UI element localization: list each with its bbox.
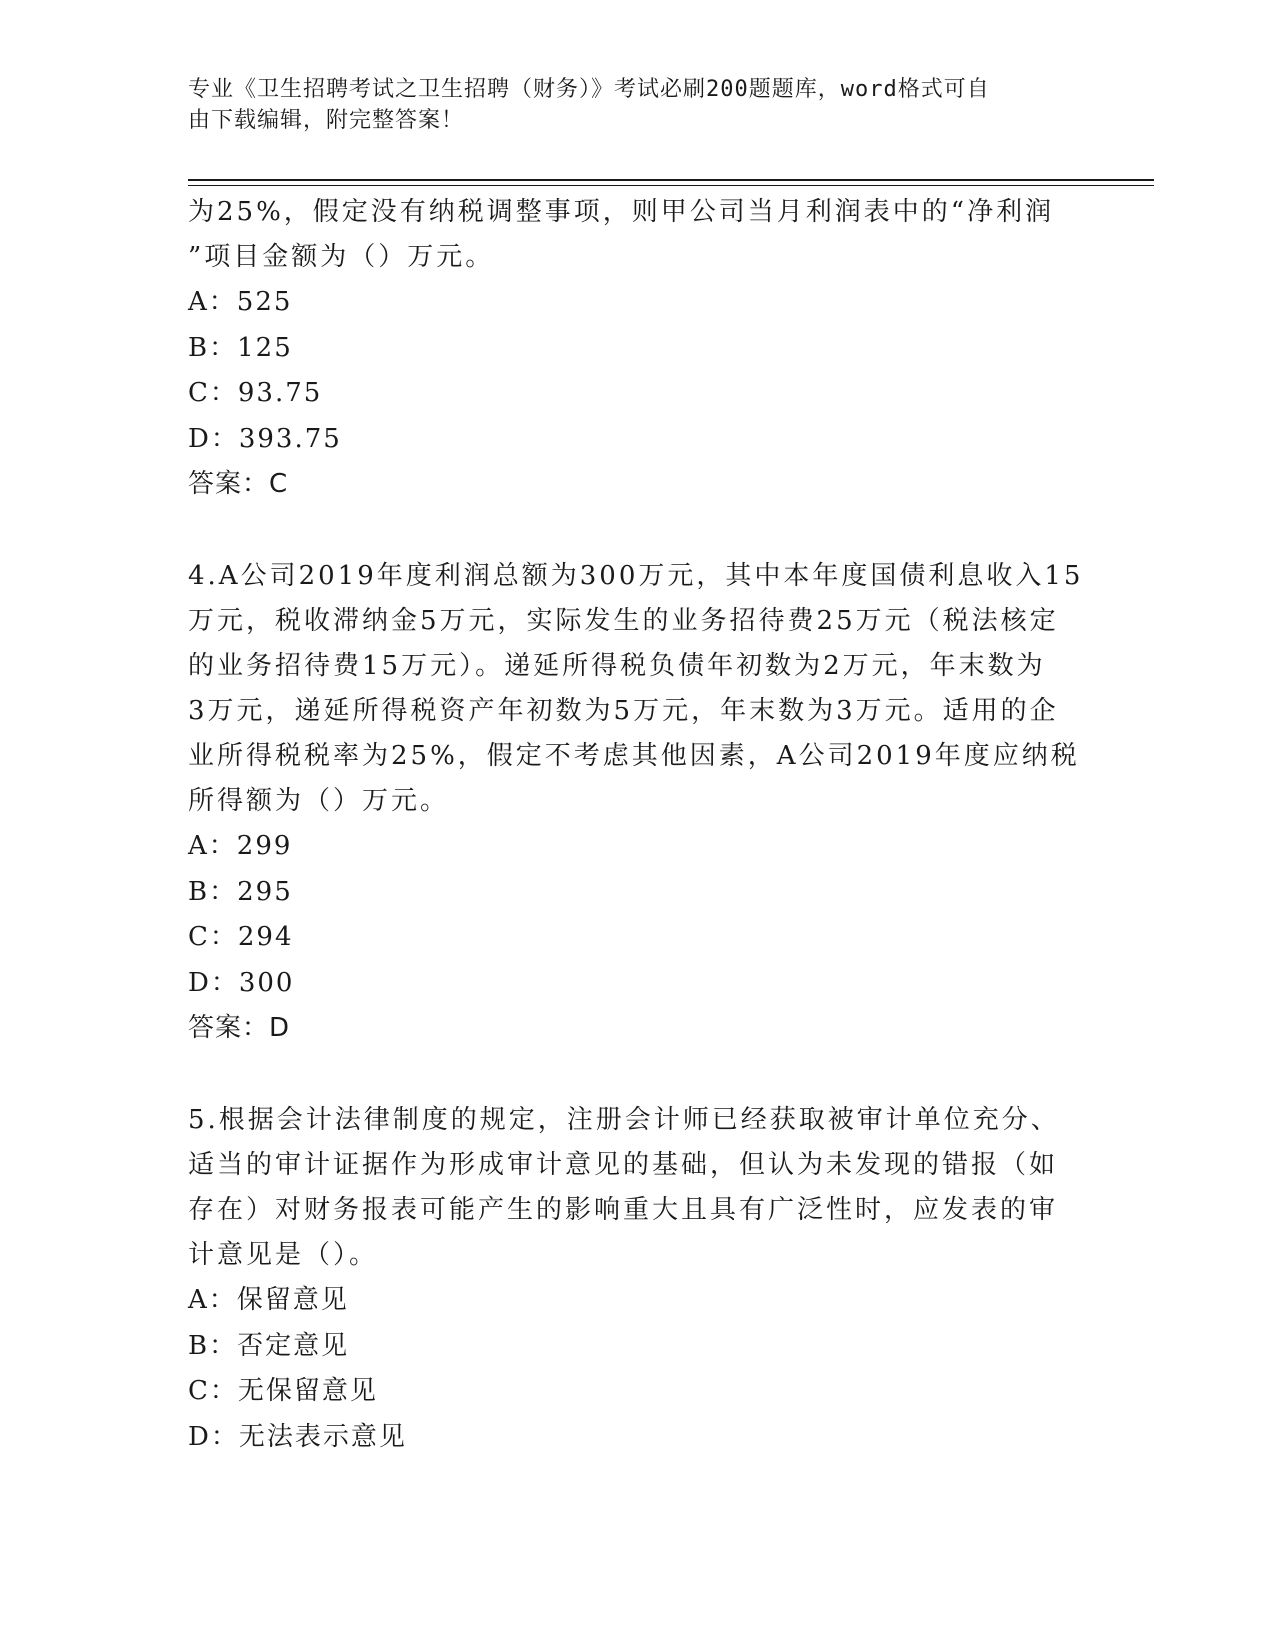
question-4-option-a: A：299	[188, 831, 293, 861]
question-5-text-line: 5.根据会计法律制度的规定，注册会计师已经获取被审计单位充分、	[188, 1105, 1060, 1135]
question-4-text-line: 4.A公司2019年度利润总额为300万元，其中本年度国债利息收入15	[188, 561, 1084, 591]
question-5-option-b: B：否定意见	[188, 1330, 350, 1361]
header-line-1: 专业《卫生招聘考试之卫生招聘（财务）》考试必刷200题题库，word格式可自	[188, 77, 990, 102]
question-3-text-line: 为25%，假定没有纳税调整事项，则甲公司当月利润表中的“净利润	[188, 197, 1055, 227]
question-3-answer: 答案：C	[188, 469, 289, 499]
question-5-option-d: D：无法表示意见	[188, 1421, 407, 1452]
question-4	[188, 554, 1088, 1050]
question-4-text-line: 的业务招待费15万元）。递延所得税负债年初数为2万元，年末数为	[188, 651, 1046, 681]
question-3-option-c: C：93.75	[188, 378, 323, 408]
question-4-option-d: D：300	[188, 967, 295, 998]
question-4-option-c: C：294	[188, 922, 294, 952]
question-3-option-a: A：525	[188, 287, 293, 317]
question-4-text-line: 业所得税税率为25%，假定不考虑其他因素，A公司2019年度应纳税	[188, 741, 1080, 771]
question-5-text-line: 计意见是（）。	[188, 1240, 379, 1270]
question-5-text-line: 适当的审计证据作为形成审计意见的基础，但认为未发现的错报（如	[188, 1150, 1059, 1180]
question-4-text-line: 所得额为（）万元。	[188, 786, 450, 816]
question-4-answer: 答案：D	[188, 1013, 291, 1043]
spacer	[188, 506, 1088, 554]
document-content	[188, 190, 1088, 1460]
question-5	[188, 1098, 1088, 1460]
question-4-text-line: 万元，税收滞纳金5万元，实际发生的业务招待费25万元（税法核定	[188, 606, 1059, 636]
header-rule-thin	[188, 185, 1154, 186]
question-3-text-line: ”项目金额为（）万元。	[188, 242, 495, 272]
question-5-option-c: C：无保留意见	[188, 1376, 378, 1406]
document-header	[188, 74, 1068, 136]
question-5-text-line: 存在）对财务报表可能产生的影响重大且具有广泛性时，应发表的审	[188, 1195, 1059, 1225]
question-3-option-b: B：125	[188, 332, 293, 363]
question-4-text-line: 3万元，递延所得税资产年初数为5万元，年末数为3万元。适用的企	[188, 696, 1059, 726]
question-5-option-a: A：保留意见	[188, 1285, 349, 1315]
header-line-2: 由下载编辑，附完整答案！	[188, 108, 465, 133]
spacer	[188, 1050, 1088, 1098]
question-3-option-d: D：393.75	[188, 423, 342, 454]
question-3	[188, 190, 1088, 506]
question-4-option-b: B：295	[188, 876, 293, 907]
header-rule-thick	[188, 179, 1154, 181]
